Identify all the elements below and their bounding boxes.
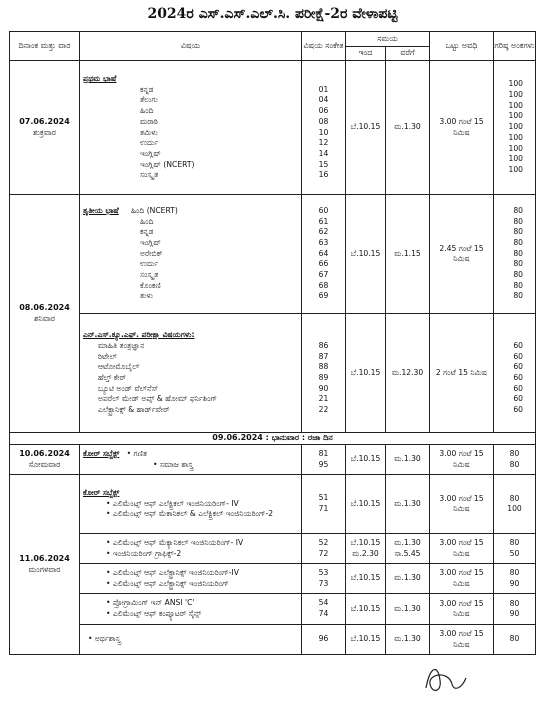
weekday: ಸೋಮವಾರ <box>28 459 61 469</box>
code: 04 <box>318 95 329 105</box>
section-heading: ಕೋರ್ ಸಬ್ಜೆಕ್ಟ್ <box>83 487 120 497</box>
header-from: ಇಂದ <box>346 47 386 61</box>
subject-list <box>80 594 302 625</box>
mark: 80 <box>509 568 520 578</box>
subject: ಇಂಗ್ಲಿಷ್ <box>140 148 161 158</box>
code: 52 <box>318 537 329 547</box>
subject-list <box>80 61 302 195</box>
from-time: ಬೆ.10.15 <box>346 594 386 625</box>
weekday: ಶುಕ್ರವಾರ <box>32 127 57 137</box>
subject: ತುಳು <box>140 291 153 301</box>
marks-list <box>494 195 536 314</box>
header-subject: ವಿಷಯ <box>80 32 302 61</box>
header-code: ವಿಷಯ ಸಂಕೇತ <box>302 32 346 61</box>
code: 14 <box>318 148 329 158</box>
subject-list <box>80 445 302 475</box>
code: 72 <box>318 548 329 558</box>
marks-list <box>494 61 536 195</box>
subject: • ಎಲಿಮೆಂಟ್ಸ್ ಆಫ್ ಮೆಕ್ಯಾನಿಕಲ್ ಇಂಜಿನಿಯರಿಂಗ್- IV <box>80 538 301 549</box>
subject: ಎಲೆಕ್ಟ್ರಾನಿಕ್ಸ್ & ಹಾರ್ಡ್‌ವೇರ್ <box>98 405 170 415</box>
subject-list <box>80 534 302 564</box>
subject: • ಎಲಿಮೆಂಟ್ಸ್ ಆಫ್ ಎಲೆಕ್ಟ್ರಾನಿಕ್ಸ್ ಇಂಜಿನಿಯರಿಂಗ್ <box>80 579 301 590</box>
mark: 80 <box>509 459 520 469</box>
duration: 3.00 ಗಂಟೆ 15 ನಿಮಿಷ <box>430 534 494 564</box>
marks-list <box>494 534 536 564</box>
to-time: ಮ.1.30 <box>386 564 430 594</box>
header-duration: ಒಟ್ಟು ಅವಧಿ <box>430 32 494 61</box>
subject: ತೆಲುಗು <box>140 95 158 105</box>
subject: ಕೊಂಕಣಿ <box>140 280 161 290</box>
code: 21 <box>318 394 329 404</box>
mark: 90 <box>509 609 520 618</box>
code: 86 <box>318 340 329 350</box>
code-list <box>302 475 346 534</box>
mark: 80 <box>509 493 520 503</box>
subject: • ಎಲಿಮೆಂಟ್ಸ್ ಆಫ್ ಕಂಪ್ಯೂಟರ್ ಸೈನ್ಸ್ <box>80 609 301 620</box>
mark: 60 <box>513 351 523 361</box>
duration: 3.00 ಗಂಟೆ 15 ನಿಮಿಷ <box>430 475 494 534</box>
mark: 60 <box>513 394 523 404</box>
mark: 100 <box>508 79 523 89</box>
subject: ಸಂಸ್ಕೃತ <box>140 270 159 280</box>
code: 73 <box>318 578 329 588</box>
mark: 80 <box>509 449 520 459</box>
mark: 100 <box>508 100 523 110</box>
mark: 100 <box>508 164 523 174</box>
subject: ಉರ್ದು <box>140 138 159 148</box>
code: 95 <box>318 459 329 469</box>
duration: 3.00 ಗಂಟೆ 15 ನಿಮಿಷ <box>430 564 494 594</box>
date: 07.06.2024 <box>19 116 70 126</box>
subject-list <box>80 195 302 314</box>
duration: 3.00 ಗಂಟೆ 15 ನಿಮಿಷ <box>430 594 494 625</box>
code-list <box>302 445 346 475</box>
code: 69 <box>318 291 329 301</box>
subject: • ಎಲಿಮೆಂಟ್ಸ್ ಆಫ್ ಮೆಕಾನಿಕಲ್ & ಎಲೆಕ್ಟ್ರಿಕಲ್ ಇಂಜಿನಿಯರಿಂಗ್-2 <box>80 509 301 520</box>
code: 66 <box>318 259 329 269</box>
from-time: ಬೆ.10.15 <box>346 475 386 534</box>
subject: ಕನ್ನಡ <box>140 84 154 94</box>
subject: ಅರೇಬಿಕ್ <box>140 248 163 258</box>
weekday: ಶನಿವಾರ <box>33 313 56 323</box>
to-time: ಮ.1.30 <box>386 625 430 655</box>
to-time: ಮ.1.30 <box>386 445 430 475</box>
marks-list <box>494 314 536 433</box>
code: 63 <box>318 237 329 247</box>
marks-list <box>494 564 536 594</box>
subject: • ಗಣಿತ <box>127 449 147 458</box>
duration: 3.00 ಗಂಟೆ 15 ನಿಮಿಷ <box>430 625 494 655</box>
code: 51 <box>318 493 329 503</box>
header-max-marks: ಗರಿಷ್ಠ ಅಂಕಗಳು <box>494 32 536 61</box>
from-time: ಬೆ.10.15 <box>346 625 386 655</box>
subject: ಇಂಗ್ಲಿಷ್ <box>140 237 161 247</box>
code: 89 <box>318 373 329 382</box>
from-time: ಬೆ.10.15 <box>346 564 386 594</box>
section-heading: ಕೋರ್ ಸಬ್ಜೆಕ್ಟ್ <box>83 448 120 458</box>
subject: ಬ್ಯೂಟಿ ಅಂಡ್ ವೆಲ್‌ನೆಸ್ <box>98 383 159 393</box>
mark: 100 <box>508 122 523 132</box>
code: 81 <box>318 448 329 458</box>
code: 90 <box>318 383 329 393</box>
date: 08.06.2024 <box>19 302 70 312</box>
subject: ತಮಿಳು <box>140 127 158 137</box>
to-time: ಮ.1.30 <box>386 475 430 534</box>
code: 53 <box>318 567 329 577</box>
signature <box>418 658 478 698</box>
subject: ರಿಟೇಲ್ <box>98 351 117 361</box>
from-time: ಬೆ.10.15 <box>346 445 386 475</box>
page-title: 2024ರ ಎಸ್.ಎಸ್.ಎಲ್.ಸಿ. ಪರೀಕ್ಷೆ-2ರ ವೇಳಾಪಟ್ಟಿ <box>147 6 398 22</box>
marks-list <box>494 475 536 534</box>
mark: 100 <box>508 154 523 164</box>
subject-list <box>80 625 302 655</box>
subject: ಅಪರೆಲ್ ಮೇಡ್ ಅಪ್ಸ್ & ಹೋಮ್ ಫರ್ನಿಶಿಂಗ್ <box>98 394 218 404</box>
code: 71 <box>318 504 329 513</box>
subject-list <box>80 475 302 534</box>
mark: 80 <box>513 259 523 269</box>
weekday: ಮಂಗಳವಾರ <box>28 564 61 574</box>
timetable <box>9 31 536 655</box>
subject-list <box>80 564 302 594</box>
date-cell <box>10 61 80 195</box>
subject: • ಎಲಿಮೆಂಟ್ಸ್ ಆಫ್ ಎಲೆಕ್ಟ್ರಿಕಲ್ ಇಂಜಿನಿಯರಿಂಗ್- IV <box>80 499 301 510</box>
section-heading: ಎನ್.ಎಸ್.ಕ್ಯೂ.ಎಫ್. ಪರೀಕ್ಷಾ ವಿಷಯಗಳು: <box>83 330 195 340</box>
subject: ಮರಾಠಿ <box>140 116 158 126</box>
from-time <box>346 534 386 564</box>
marks-list <box>494 594 536 625</box>
code: 15 <box>318 159 329 169</box>
section-heading: ತೃತೀಯ ಭಾಷೆ <box>83 205 119 215</box>
duration: 3.00 ಗಂಟೆ 15 ನಿಮಿಷ <box>430 445 494 475</box>
mark: 80 <box>513 227 523 237</box>
to-time: ಮ.1.30 <box>386 594 430 625</box>
header-time: ಸಮಯ <box>346 32 430 47</box>
subject: • ಇಂಜಿನಿಯರಿಂಗ್ ಗ್ರಾಫಿಕ್ಸ್-2 <box>80 549 301 560</box>
mark: 100 <box>508 143 523 153</box>
from-time: ಬೆ.10.15 <box>346 314 386 433</box>
code-list <box>302 61 346 195</box>
code-list <box>302 195 346 314</box>
mark: 80 <box>513 291 523 301</box>
code: 96 <box>302 625 346 655</box>
from-time-2: ಮ.2.30 <box>352 548 379 558</box>
subject: • ಪ್ರೋಗ್ರಾಮಿಂಗ್ ಇನ್ ANSI 'C' <box>80 598 301 609</box>
mark: 100 <box>508 90 523 100</box>
code: 16 <box>318 170 329 180</box>
from-time: ಬೆ.10.15 <box>346 61 386 195</box>
subject: ಮಾಹಿತಿ ತಂತ್ರಜ್ಞಾನ <box>98 340 145 350</box>
code: 74 <box>318 609 329 618</box>
mark: 100 <box>508 132 523 142</box>
date-cell <box>10 195 80 433</box>
to-time: ಮ.1.30 <box>386 61 430 195</box>
to-time-1: ಮ.1.30 <box>394 537 421 547</box>
header-date: ದಿನಾಂಕ ಮತ್ತು ವಾರ <box>10 32 80 61</box>
subject: ಹಿಂದಿ <box>140 216 154 226</box>
code-list <box>302 564 346 594</box>
date-cell <box>10 475 80 655</box>
header-to: ವರೆಗೆ <box>386 47 430 61</box>
to-time: ಮ.12.30 <box>386 314 430 433</box>
code-list <box>302 314 346 433</box>
date: 10.06.2024 <box>19 448 70 458</box>
subject: ಇಂಗ್ಲಿಷ್ (NCERT) <box>140 159 195 169</box>
marks-list <box>494 445 536 475</box>
duration: 2.45 ಗಂಟೆ 15 ನಿಮಿಷ <box>430 195 494 314</box>
mark: 60 <box>513 362 523 372</box>
code-list <box>302 594 346 625</box>
section-heading: ಪ್ರಥಮ ಭಾಷೆ <box>83 74 117 84</box>
mark: 60 <box>513 405 523 415</box>
date-cell <box>10 445 80 475</box>
to-time <box>386 534 430 564</box>
mark: 80 <box>513 216 523 226</box>
to-time: ಮ.1.15 <box>386 195 430 314</box>
code: 64 <box>318 248 329 258</box>
code: 10 <box>318 127 329 137</box>
code: 12 <box>318 138 329 148</box>
subject: ಹೆಲ್ತ್ ಕೇರ್ <box>98 373 127 382</box>
code-list <box>302 534 346 564</box>
subject: ಆಟೋಮೊಬೈಲ್ <box>98 362 140 372</box>
code: 06 <box>318 106 329 116</box>
code: 67 <box>318 270 329 280</box>
subject: ಕನ್ನಡ <box>140 227 154 237</box>
mark: 80 <box>513 280 523 290</box>
mark: 80 <box>509 538 520 548</box>
mark: 80 <box>513 205 523 215</box>
code: 54 <box>318 598 329 608</box>
mark: 80 <box>513 237 523 247</box>
subject: • ಅರ್ಥಶಾಸ್ತ್ರ <box>80 634 301 645</box>
subject-list <box>80 314 302 433</box>
from-time-1: ಬೆ.10.15 <box>350 537 381 547</box>
duration: 3.00 ಗಂಟೆ 15 ನಿಮಿಷ <box>430 61 494 195</box>
code: 61 <box>318 216 329 226</box>
mark: 80 <box>513 270 523 280</box>
code: 01 <box>318 84 329 94</box>
mark: 80 <box>509 598 520 608</box>
subject: • ಎಲಿಮೆಂಟ್ಸ್ ಆಫ್ ಎಲೆಕ್ಟ್ರಾನಿಕ್ಸ್ ಇಂಜಿನಿಯರಿಂಗ್-IV <box>80 568 301 579</box>
mark: 100 <box>508 111 523 121</box>
code: 22 <box>318 405 329 415</box>
mark: 60 <box>513 373 523 382</box>
code: 68 <box>318 280 329 290</box>
subject: ಹಿಂದಿ <box>140 106 154 116</box>
mark: 50 <box>509 548 520 558</box>
mark: 60 <box>513 383 523 393</box>
code: 62 <box>318 227 329 237</box>
mark: 100 <box>507 504 522 513</box>
code: 88 <box>318 362 329 372</box>
code: 87 <box>318 351 329 361</box>
date: 11.06.2024 <box>19 553 70 563</box>
mark: 60 <box>513 340 523 350</box>
from-time: ಬೆ.10.15 <box>346 195 386 314</box>
subject: ಹಿಂದಿ (NCERT) <box>130 205 178 215</box>
code: 08 <box>318 116 329 126</box>
code: 60 <box>318 205 329 215</box>
holiday-row: 09.06.2024 : ಭಾನುವಾರ : ರಜಾ ದಿನ <box>10 433 536 445</box>
duration: 2 ಗಂಟೆ 15 ನಿಮಿಷ <box>430 314 494 433</box>
subject: ಸಂಸ್ಕೃತ <box>140 170 159 180</box>
mark: 90 <box>509 578 520 588</box>
to-time-2: ಸಾ.5.45 <box>394 548 421 558</box>
mark: 80 <box>494 625 536 655</box>
mark: 80 <box>513 248 523 258</box>
subject: • ಸಮಾಜ ಶಾಸ್ತ್ರ <box>153 460 193 469</box>
subject: ಉರ್ದು <box>140 259 159 269</box>
